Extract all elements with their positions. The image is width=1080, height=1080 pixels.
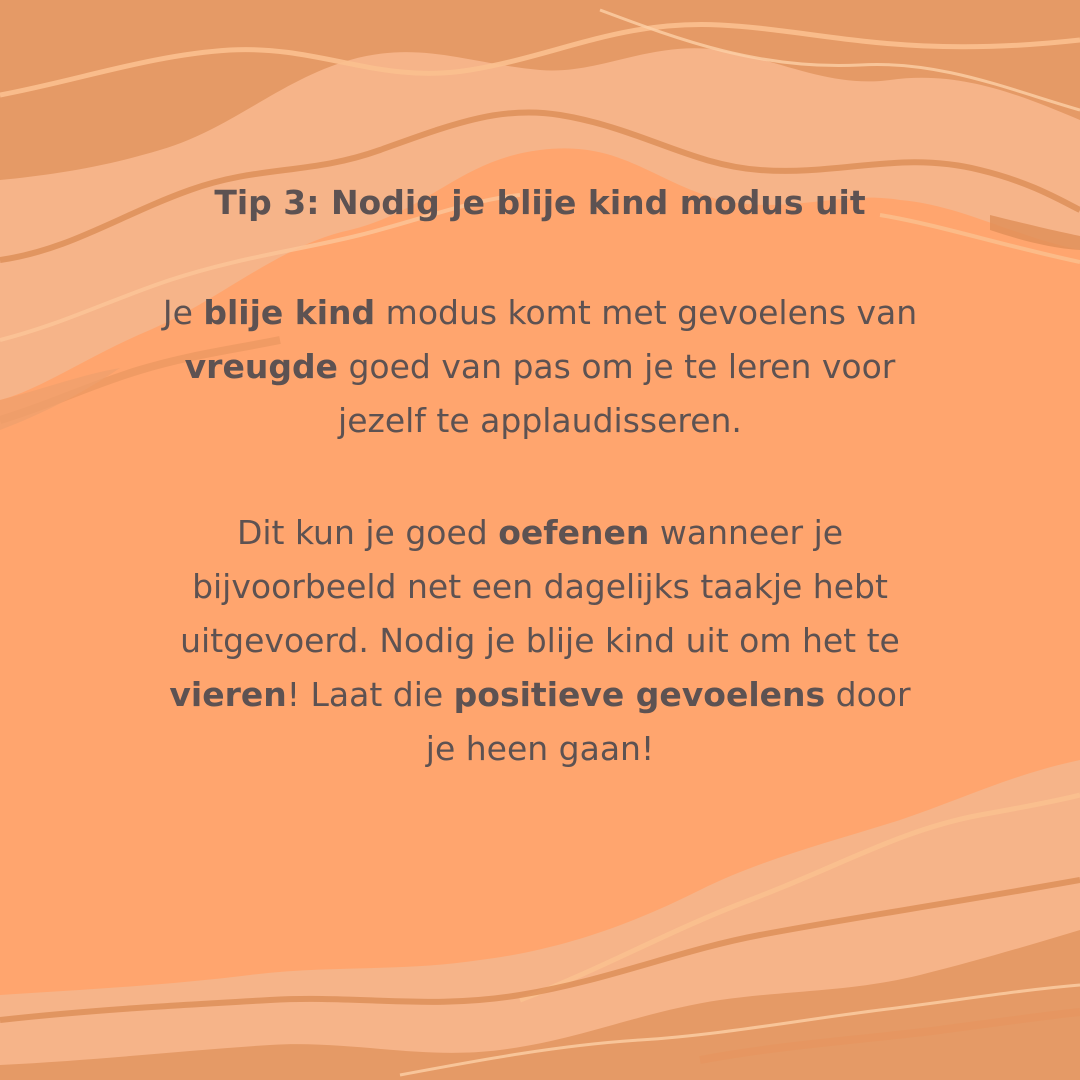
p1-text-3: goed van pas om je te leren voor jezelf te applaudisseren.	[337, 347, 896, 440]
p2-text-4: door je heen gaan!	[425, 675, 911, 768]
paragraph-2	[150, 506, 930, 776]
p2-bold-vieren: vieren	[169, 675, 287, 714]
p1-text-2: modus komt met gevoelens van	[375, 293, 918, 332]
p2-text-2: wanneer je bijvoorbeeld net een dagelijks taakje hebt uitgevoerd. Nodig je blije kind uit om het te	[180, 513, 900, 660]
tip-title: Tip 3: Nodig je blije kind modus uit	[214, 183, 866, 222]
p1-bold-vreugde: vreugde	[184, 347, 338, 386]
p2-bold-oefenen: oefenen	[498, 513, 650, 552]
slide-content	[150, 178, 930, 834]
p2-bold-positieve-gevoelens: positieve gevoelens	[453, 675, 826, 714]
p2-text-3: ! Laat die	[286, 675, 454, 714]
paragraph-1	[150, 286, 930, 448]
p1-bold-blije-kind: blije kind	[203, 293, 376, 332]
p1-text-1: Je	[162, 293, 204, 332]
p2-text-1: Dit kun je goed	[236, 513, 499, 552]
